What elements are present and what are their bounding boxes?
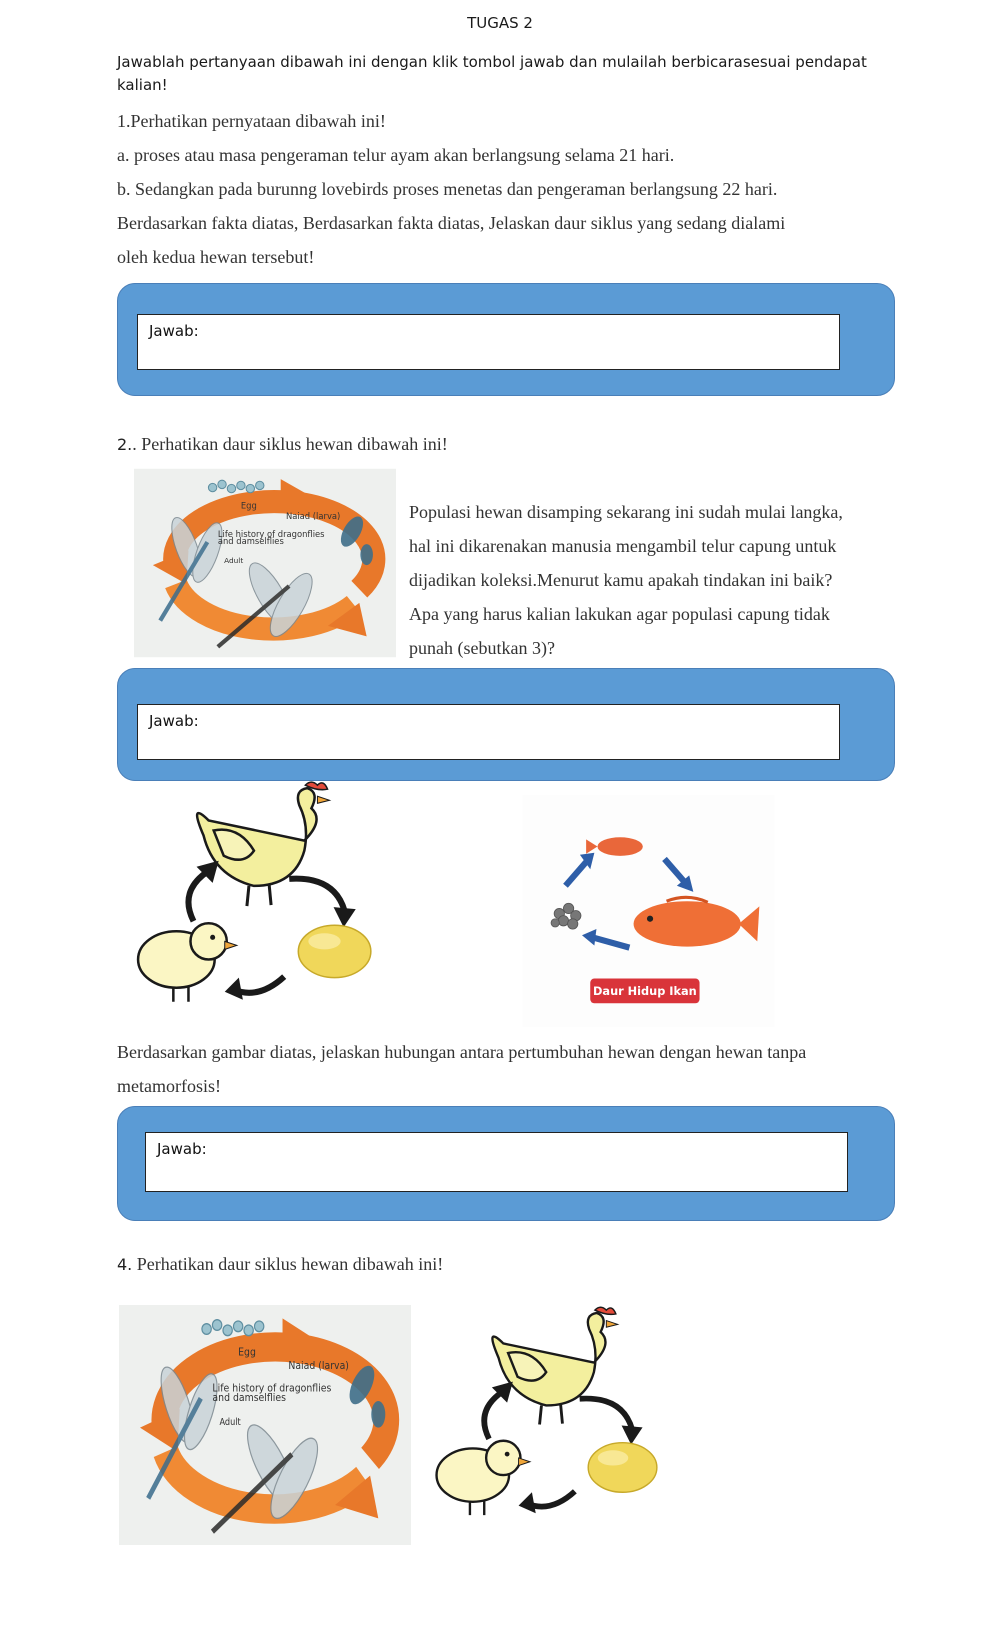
q2-prompt-line	[117, 427, 448, 463]
fish-life-cycle-image	[520, 795, 777, 1027]
q3-answer-field[interactable]: Jawab:	[145, 1132, 848, 1192]
intro-instructions: Jawablah pertanyaan dibawah ini dengan klik tombol jawab dan mulailah berbicarasesuai pendapat kalian!	[117, 53, 867, 94]
q1-answer-frame	[117, 283, 895, 396]
q2-answer-frame	[117, 668, 895, 781]
dragonfly-life-cycle-image	[134, 468, 396, 658]
q1-prompt: 1.Perhatikan pernyataan dibawah ini!	[117, 111, 386, 131]
dragonfly-title-line1: Life history of dragonflies	[217, 528, 325, 539]
dragonfly-life-cycle-illustration	[134, 468, 396, 658]
q2-prompt: . Perhatikan daur siklus hewan dibawah ini!	[132, 434, 448, 454]
q4-dragonfly-title-line2: and damselflies	[212, 1392, 286, 1405]
q4-chicken-life-cycle-illustration	[427, 1295, 675, 1535]
q3-answer-frame	[117, 1106, 895, 1221]
page-title: TUGAS 2	[467, 14, 533, 32]
q2-number: 2.	[117, 435, 133, 454]
q2-text-line1: Populasi hewan disamping sekarang ini sudah mulai langka,	[409, 502, 843, 522]
q1-statement-a: a. proses atau masa pengeraman telur ayam akan berlangsung selama 21 hari.	[117, 145, 675, 165]
q4-number: 4.	[117, 1255, 133, 1274]
q4-dragonfly-adult-label: Adult	[219, 1417, 241, 1429]
dragonfly-egg-label: Egg	[240, 500, 257, 511]
q2-answer-field[interactable]: Jawab:	[137, 704, 840, 760]
q4-dragonfly-naiad-label: Naiad (larva)	[288, 1360, 349, 1373]
dragonfly-adult-label: Adult	[224, 556, 244, 565]
q3-question-line2: metamorfosis!	[117, 1076, 221, 1096]
q2-text-line3: dijadikan koleksi.Menurut kamu apakah tindakan ini baik?	[409, 570, 833, 590]
q4-dragonfly-life-cycle-image	[119, 1305, 411, 1545]
dragonfly-naiad-label: Naiad (larva)	[285, 510, 341, 521]
q4-dragonfly-title-line1: Life history of dragonflies	[212, 1383, 332, 1395]
fish-life-cycle-illustration	[520, 795, 777, 1027]
chicken-life-cycle-illustration	[128, 780, 390, 1012]
q1-question-line2: oleh kedua hewan tersebut!	[117, 247, 315, 267]
q4-prompt: Perhatikan daur siklus hewan dibawah ini!	[132, 1254, 444, 1274]
chicken-life-cycle-image	[128, 780, 390, 1012]
q4-dragonfly-life-cycle-illustration	[119, 1305, 411, 1545]
dragonfly-title-line2: and damselflies	[217, 536, 284, 547]
q1-answer-field[interactable]: Jawab:	[137, 314, 840, 370]
q1-question-line1: Berdasarkan fakta diatas, Berdasarkan fakta diatas, Jelaskan daur siklus yang sedang dialami	[117, 213, 786, 233]
q1-statement-b: b. Sedangkan pada burunng lovebirds proses menetas dan pengeraman berlangsung 22 hari.	[117, 179, 778, 199]
fish-cycle-badge: Daur Hidup Ikan	[593, 984, 697, 999]
q3-question-line1: Berdasarkan gambar diatas, jelaskan hubungan antara pertumbuhan hewan dengan hewan tanpa	[117, 1042, 807, 1062]
q4-chicken-life-cycle-image	[427, 1295, 675, 1535]
q2-text-line4: Apa yang harus kalian lakukan agar populasi capung tidak	[409, 604, 830, 624]
q2-text-line2: hal ini dikarenakan manusia mengambil telur capung untuk	[409, 536, 837, 556]
q4-dragonfly-egg-label: Egg	[238, 1347, 256, 1359]
q4-prompt-line	[117, 1247, 443, 1283]
q2-text-line5: punah (sebutkan 3)?	[409, 638, 555, 658]
